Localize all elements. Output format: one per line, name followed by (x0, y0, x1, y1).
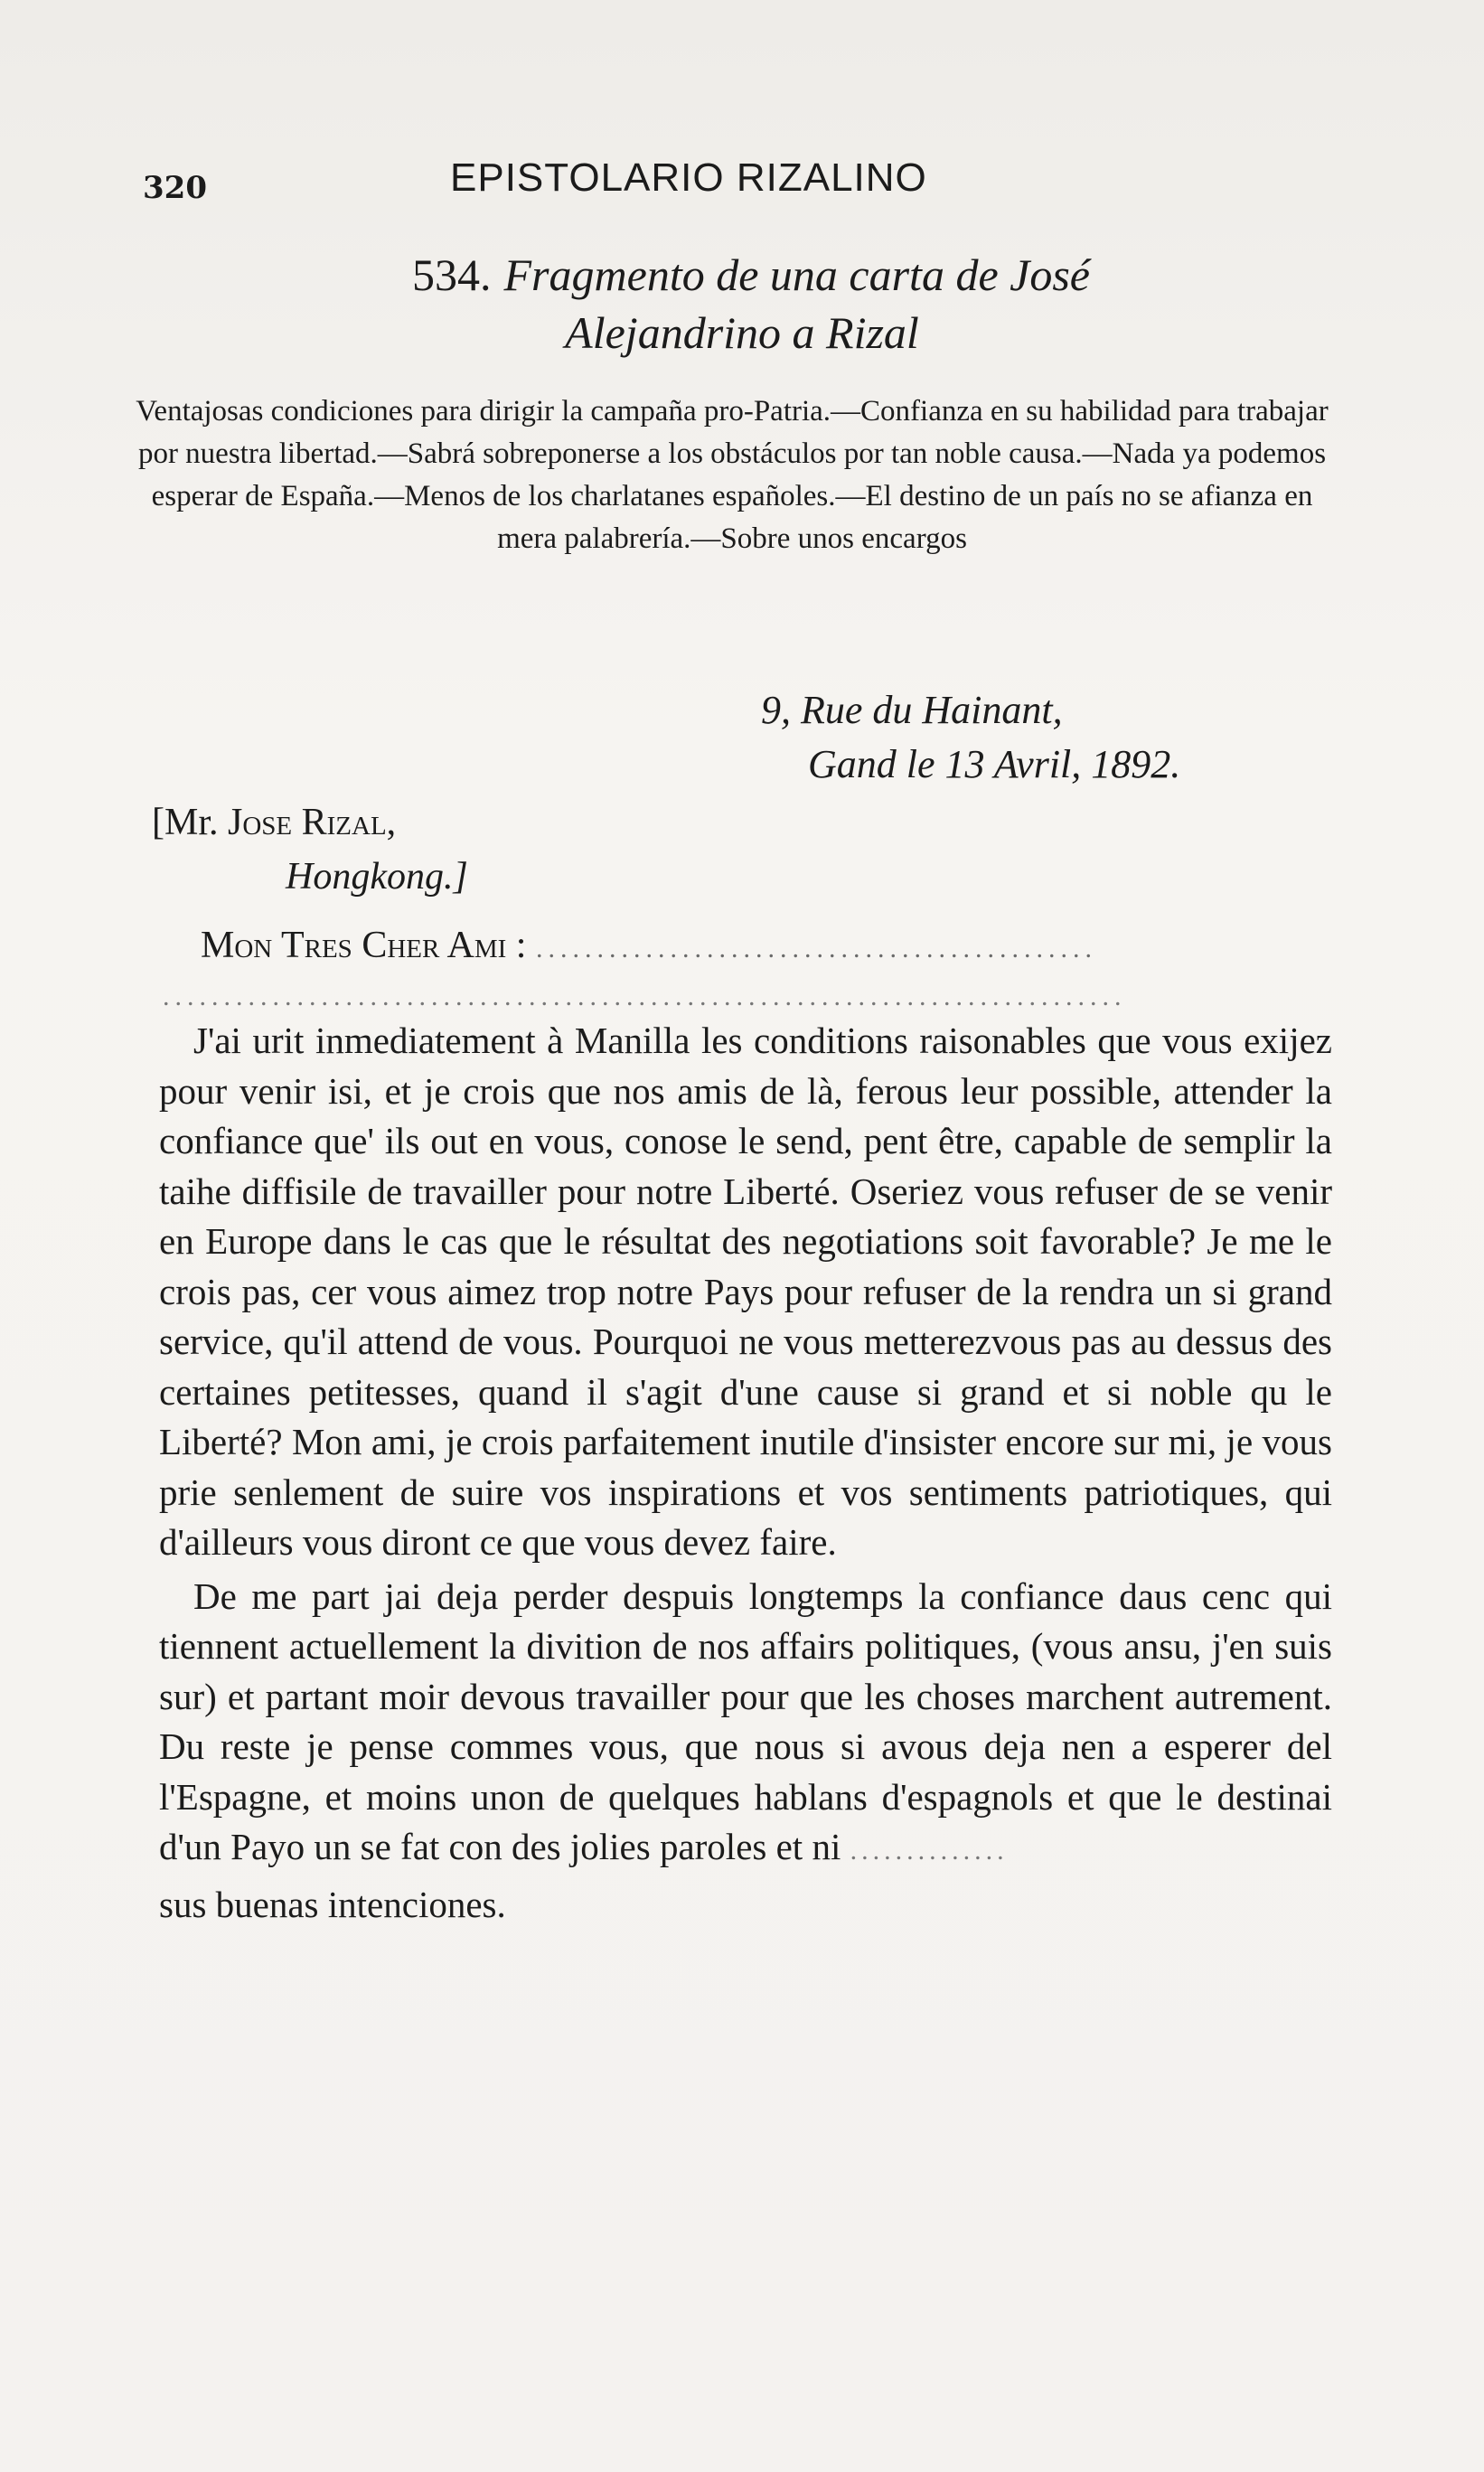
letter-title-line1 (0, 246, 1484, 304)
salutation (201, 918, 1321, 976)
running-title: EPISTOLARIO RIZALINO (450, 155, 927, 200)
letter-summary: Ventajosas condiciones para dirigir la campaña pro-Patria.—Confianza en su habilidad para trabajar por nuestra libertad.—Sabrá sobreponerse a los obstáculos por tan noble causa.—Nada ya podemos esperar de España.—Menos de los charlatanes españoles.—El destino de un país no se afianza en mera palabrería.—Sobre unos encargos (136, 395, 1329, 555)
paragraph-2 (159, 1572, 1332, 1876)
page-number: 320 (143, 170, 207, 206)
recipient-line1 (152, 795, 468, 850)
recipient-name: Jose Rizal, (228, 802, 397, 843)
recipient (152, 795, 468, 904)
ellipsis-line: ............................................................................... (163, 982, 1127, 1011)
letter-title-line2: Alejandrino a Rizal (565, 307, 919, 358)
paragraph-2-text: De me part jai deja perder despuis longtemps la confiance daus cenc qui tiennent actuellement la divition de nos affairs politiques, (vous ansu, j'en suis sur) et partant moir devous travailler pour que les choses marchent autrement. Du reste je pense commes vous, que nous si avous deja nen a esperer del l'Espagne, et moins unon de quelques hablans d'espagnols et que le destinai d'un Payo un se fat con des jolies paroles et ni (159, 1574, 1332, 1867)
letter-title-text-1: Fragmento de una carta de José (503, 249, 1090, 300)
recipient-line2: Hongkong.] (286, 856, 468, 898)
salutation-text: Mon Tres Cher Ami : (201, 925, 527, 966)
salutation-dots: .............................................. (535, 934, 1097, 963)
paragraph-2-dots: .............. (850, 1836, 1009, 1866)
paragraph-1: J'ai urit inmediatement à Manilla les conditions raisonables que vous exijez pour venir isi, et je crois que nos amis de là, ferous leur possible, attender la confiance que' ils out en vous, conose le send, pent être, capable de semplir la taihe diffisile de travailler pour notre Liberté. Oseriez vous refuser de se venir en Europe dans le cas que le résultat des negotiations soit favorable? Je me le crois pas, cer vous aimez trop notre Pays pour refuser de la rendra un si grand service, qu'il attend de vous. Pourquoi ne vous metterezvous pas au dessus des certaines petitesses, quand il s'agit d'une cause si grand et si noble qu le Liberté? Mon ami, je crois parfaitement inutile d'insister encore sur mi, je vous prie senlement de suire vos inspirations et vos sentiments patriotiques, qui d'ailleurs vous diront ce que vous devez faire. (159, 1020, 1332, 1563)
place-date (761, 683, 1180, 792)
letter-number: 534. (412, 249, 492, 300)
letter-body (159, 1016, 1332, 1930)
page-header (143, 152, 1354, 215)
paragraph-2-end: sus buenas intenciones. (159, 1883, 506, 1925)
place-line: 9, Rue du Hainant, (761, 688, 1063, 732)
date-line: Gand le 13 Avril, 1892. (808, 742, 1181, 786)
recipient-prefix: [Mr. (152, 802, 228, 843)
letter-title (0, 246, 1484, 362)
